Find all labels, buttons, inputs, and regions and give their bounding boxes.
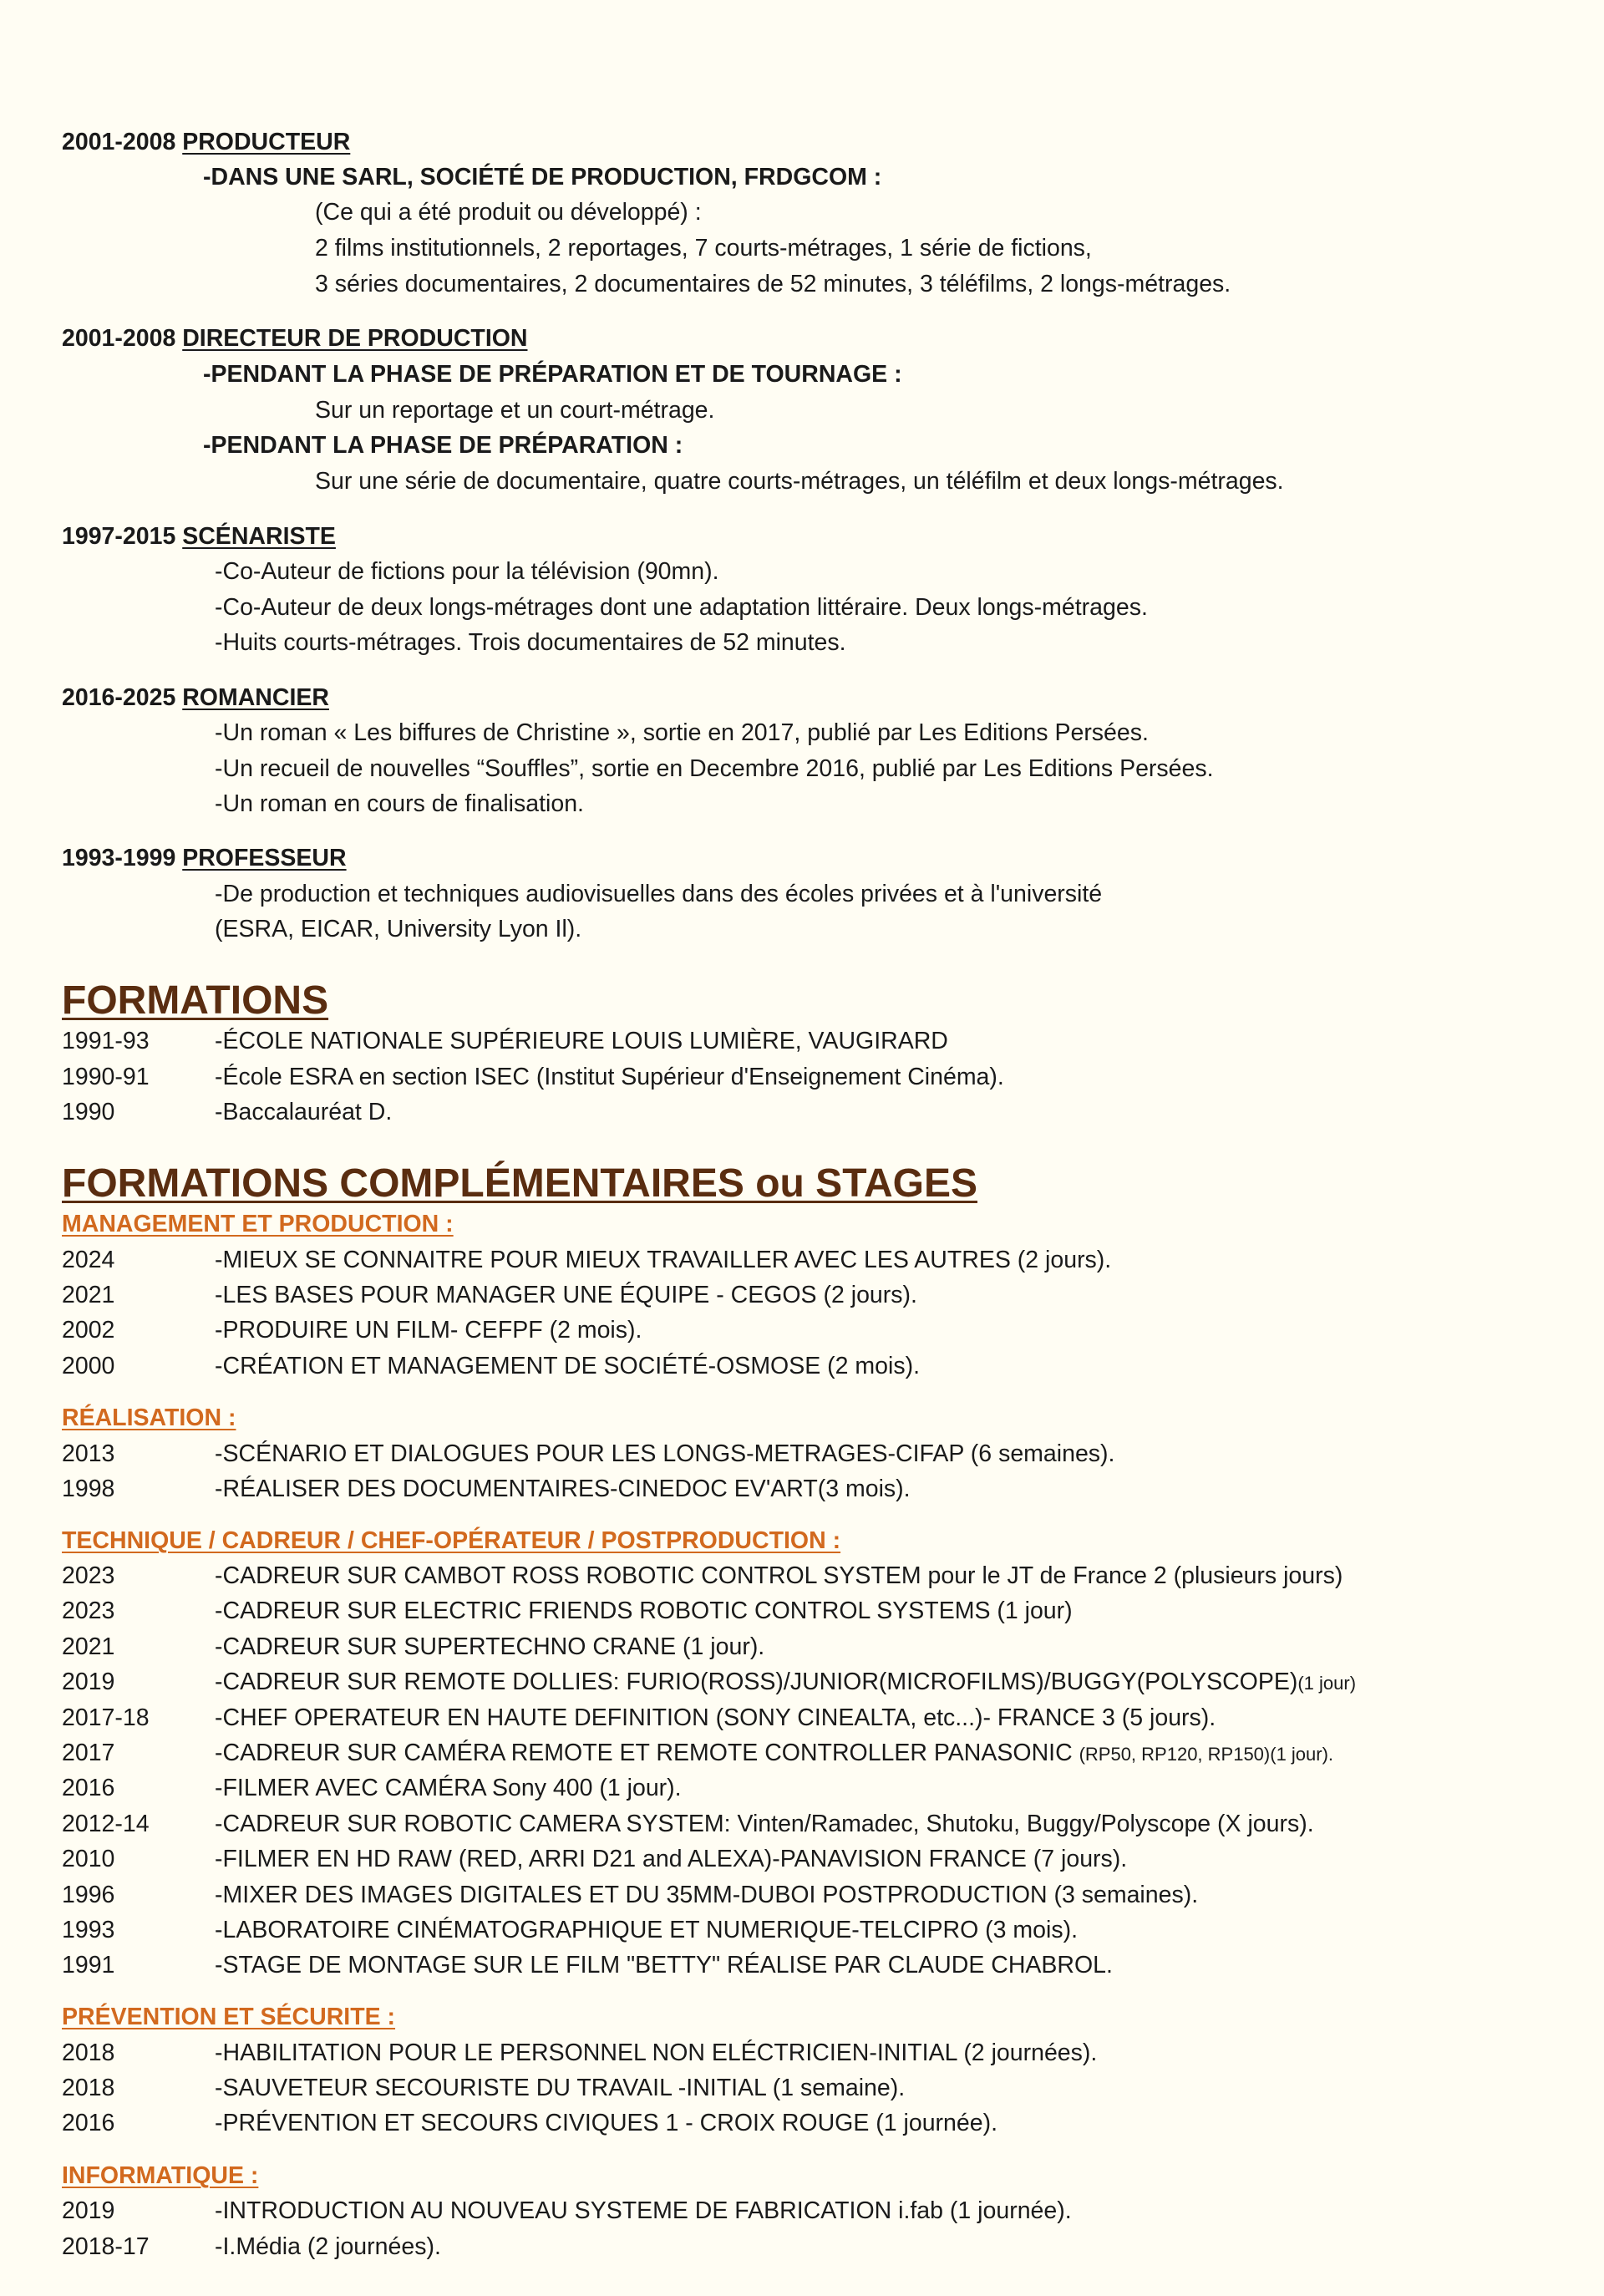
stage-year: 2023 <box>62 1598 115 1624</box>
exp-years: 2001-2008 <box>62 325 176 352</box>
formation-text: -Baccalauréat D. <box>215 1099 393 1125</box>
stage-year: 2010 <box>62 1846 115 1872</box>
stage-year: 2013 <box>62 1440 115 1467</box>
exp-heading-producteur <box>62 128 350 156</box>
stage-text: -LES BASES POUR MANAGER UNE ÉQUIPE - CEGOS (2 jours). <box>215 1282 917 1308</box>
stage-text: -SCÉNARIO ET DIALOGUES POUR LES LONGS-METRAGES-CIFAP (6 semaines). <box>215 1440 1115 1467</box>
stage-text-row <box>215 1562 1343 1592</box>
stage-text-row <box>215 1810 1314 1840</box>
exp-years: 2001-2008 <box>62 129 176 155</box>
exp-years: 2016-2025 <box>62 684 176 711</box>
exp-title: PROFESSEUR <box>182 845 347 871</box>
stage-text-row <box>215 1881 1198 1911</box>
stage-text: -CADREUR SUR CAMÉRA REMOTE ET REMOTE CONTROLLER PANASONIC <box>215 1740 1079 1766</box>
stage-year: 2019 <box>62 1669 115 1695</box>
stage-text: -CADREUR SUR ROBOTIC CAMERA SYSTEM: Vinten/Ramadec, Shutoku, Buggy/Polyscope (X jours). <box>215 1811 1314 1837</box>
stage-text-row <box>215 1597 1073 1627</box>
stage-text: -RÉALISER DES DOCUMENTAIRES-CINEDOC EV'ART(3 mois). <box>215 1476 911 1502</box>
exp-subheading: -PENDANT LA PHASE DE PRÉPARATION : <box>203 432 683 459</box>
category-technique: TECHNIQUE / CADREUR / CHEF-OPÉRATEUR / POSTPRODUCTION : <box>62 1527 841 1554</box>
formation-year: 1990-91 <box>62 1064 150 1090</box>
exp-heading-scenariste <box>62 522 336 551</box>
stage-year: 2017-18 <box>62 1704 150 1731</box>
stage-text-row <box>215 1951 1113 1981</box>
exp-heading-romancier <box>62 683 329 712</box>
exp-line: -Un recueil de nouvelles “Souffles”, sortie en Decembre 2016, publié par Les Editions Persées. <box>215 755 1214 782</box>
stage-text: -CADREUR SUR SUPERTECHNO CRANE (1 jour). <box>215 1633 765 1660</box>
exp-line: Sur un reportage et un court-métrage. <box>315 397 715 424</box>
stage-text: -PRODUIRE UN FILM- CEFPF (2 mois). <box>215 1317 642 1344</box>
stage-year: 1991 <box>62 1952 115 1979</box>
stage-text-small: (RP50, RP120, RP150)(1 jour). <box>1079 1744 1334 1765</box>
formation-text: -École ESRA en section ISEC (Institut Supérieur d'Enseignement Cinéma). <box>215 1064 1004 1090</box>
stage-text: -MIXER DES IMAGES DIGITALES ET DU 35MM-DUBOI POSTPRODUCTION (3 semaines). <box>215 1882 1199 1908</box>
stage-text: -CADREUR SUR CAMBOT ROSS ROBOTIC CONTROL SYSTEM pour le JT de France 2 (plusieurs jours) <box>215 1562 1343 1589</box>
stage-text-row <box>215 1739 1333 1769</box>
stage-year: 1996 <box>62 1882 115 1908</box>
stage-text: -CHEF OPERATEUR EN HAUTE DEFINITION (SONY CINEALTA, etc...)- FRANCE 3 (5 jours). <box>215 1704 1216 1731</box>
stage-text: -LABORATOIRE CINÉMATOGRAPHIQUE ET NUMERIQUE-TELCIPRO (3 mois). <box>215 1917 1078 1943</box>
exp-line: 2 films institutionnels, 2 reportages, 7 courts-métrages, 1 série de fictions, <box>315 235 1092 262</box>
stage-text: -PRÉVENTION ET SECOURS CIVIQUES 1 - CROIX ROUGE (1 journée). <box>215 2110 998 2136</box>
stage-year: 2012-14 <box>62 1811 150 1837</box>
stage-text: -I.Média (2 journées). <box>215 2233 441 2260</box>
category-realisation: RÉALISATION : <box>62 1405 236 1431</box>
stage-text-row <box>215 1916 1078 1946</box>
stage-text: -INTRODUCTION AU NOUVEAU SYSTEME DE FABRICATION i.fab (1 journée). <box>215 2197 1072 2224</box>
exp-title: DIRECTEUR DE PRODUCTION <box>182 325 528 352</box>
stage-year: 2018-17 <box>62 2233 150 2260</box>
stage-year: 2021 <box>62 1282 115 1308</box>
exp-line: 3 séries documentaires, 2 documentaires de 52 minutes, 3 téléfilms, 2 longs-métrages. <box>315 271 1231 297</box>
exp-line: (Ce qui a été produit ou développé) : <box>315 199 702 226</box>
stage-text: -HABILITATION POUR LE PERSONNEL NON ELÉCTRICIEN-INITIAL (2 journées). <box>215 2039 1098 2066</box>
stage-text: -CADREUR SUR REMOTE DOLLIES: FURIO(ROSS)/JUNIOR(MICROFILMS)/BUGGY(POLYSCOPE) <box>215 1669 1298 1695</box>
stage-year: 2021 <box>62 1633 115 1660</box>
exp-subheading: -PENDANT LA PHASE DE PRÉPARATION ET DE TOURNAGE : <box>203 361 902 388</box>
stage-text: -CADREUR SUR ELECTRIC FRIENDS ROBOTIC CONTROL SYSTEMS (1 jour) <box>215 1598 1073 1624</box>
exp-line: -Co-Auteur de fictions pour la télévision (90mn). <box>215 558 719 585</box>
stage-year: 2002 <box>62 1317 115 1344</box>
exp-subheading: -DANS UNE SARL, SOCIÉTÉ DE PRODUCTION, FRDGCOM : <box>203 164 882 190</box>
category-informatique: INFORMATIQUE : <box>62 2162 259 2189</box>
stage-text-row <box>215 1845 1127 1875</box>
exp-years: 1993-1999 <box>62 845 176 871</box>
stage-text-small: (1 jour) <box>1297 1673 1357 1694</box>
formation-text: -ÉCOLE NATIONALE SUPÉRIEURE LOUIS LUMIÈRE, VAUGIRARD <box>215 1028 948 1054</box>
stage-year: 2016 <box>62 1775 115 1801</box>
exp-line: (ESRA, EICAR, University Lyon Il). <box>215 916 582 942</box>
stage-year: 2019 <box>62 2197 115 2224</box>
exp-heading-professeur <box>62 844 347 872</box>
formation-year: 1991-93 <box>62 1028 150 1054</box>
stage-text: -FILMER AVEC CAMÉRA Sony 400 (1 jour). <box>215 1775 682 1801</box>
exp-line: -Huits courts-métrages. Trois documentaires de 52 minutes. <box>215 629 846 656</box>
stage-year: 1998 <box>62 1476 115 1502</box>
category-management: MANAGEMENT ET PRODUCTION : <box>62 1211 454 1237</box>
stages-heading: FORMATIONS COMPLÉMENTAIRES ou STAGES <box>62 1161 977 1206</box>
stage-text: -SAUVETEUR SECOURISTE DU TRAVAIL -INITIAL (1 semaine). <box>215 2075 906 2101</box>
stage-year: 2017 <box>62 1740 115 1766</box>
formation-year: 1990 <box>62 1099 115 1125</box>
exp-title: ROMANCIER <box>182 684 329 711</box>
stage-text: -FILMER EN HD RAW (RED, ARRI D21 and ALEXA)-PANAVISION FRANCE (7 jours). <box>215 1846 1128 1872</box>
exp-title: PRODUCTEUR <box>182 129 351 155</box>
exp-line: Sur une série de documentaire, quatre courts-métrages, un téléfilm et deux longs-métrages. <box>315 468 1284 495</box>
stage-year: 2016 <box>62 2110 115 2136</box>
stage-text: -MIEUX SE CONNAITRE POUR MIEUX TRAVAILLER AVEC LES AUTRES (2 jours). <box>215 1247 1112 1273</box>
stage-year: 2018 <box>62 2075 115 2101</box>
stage-year: 2024 <box>62 1247 115 1273</box>
stage-year: 2018 <box>62 2039 115 2066</box>
exp-line: -Co-Auteur de deux longs-métrages dont une adaptation littéraire. Deux longs-métrages. <box>215 594 1148 621</box>
stage-text: -CRÉATION ET MANAGEMENT DE SOCIÉTÉ-OSMOSE (2 mois). <box>215 1353 921 1379</box>
stage-year: 2000 <box>62 1353 115 1379</box>
stage-text-row <box>215 1633 764 1663</box>
stage-text-row <box>215 1774 682 1804</box>
stage-text: -STAGE DE MONTAGE SUR LE FILM "BETTY" RÉALISE PAR CLAUDE CHABROL. <box>215 1952 1113 1979</box>
formations-heading: FORMATIONS <box>62 978 329 1023</box>
stage-year: 2023 <box>62 1562 115 1589</box>
category-prevention: PRÉVENTION ET SÉCURITE : <box>62 2004 396 2030</box>
stage-text-row <box>215 1704 1216 1734</box>
exp-title: SCÉNARISTE <box>182 523 336 550</box>
stage-year: 1993 <box>62 1917 115 1943</box>
exp-line: -De production et techniques audiovisuelles dans des écoles privées et à l'université <box>215 881 1103 907</box>
exp-line: -Un roman en cours de finalisation. <box>215 790 584 817</box>
exp-years: 1997-2015 <box>62 523 176 550</box>
exp-line: -Un roman « Les biffures de Christine », sortie en 2017, publié par Les Editions Persées. <box>215 719 1149 746</box>
exp-heading-directeur <box>62 324 527 353</box>
stage-text-row <box>215 1668 1356 1698</box>
